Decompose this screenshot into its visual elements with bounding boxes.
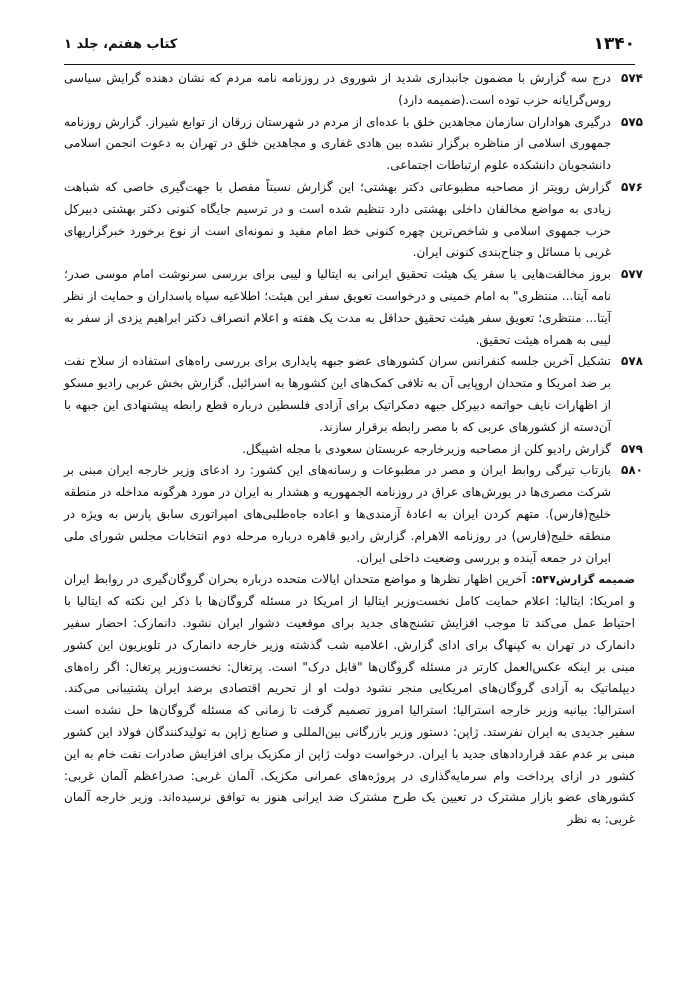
entry-text: گزارش رویتر از مصاحبه مطبوعاتی دکتر بهشتی؛ این گزارش نسبتاً مفصل با جهت‌گیری خاصی که شباهت زیادی به مواضع مخالفان داخلی بهشتی دارد تنظیم شده است و در ترسیم جایگاه کنونی دکتر بهشتی دبیرکل حزب جمهوی اسلامی و شاخص‌ترین چهره کنونی خط امام مفید و نمونه‌ای است از نوع برخورد خبرگزاریهای غربی با مسائل و جناح‌بندی کنونی ایران. xyxy=(64,179,611,260)
entry-number: ۵۷۵ xyxy=(621,114,643,129)
entry-text: گزارش رادیو کلن از مصاحبه وزیرخارجه عربستان سعودی با مجله اشپیگل. xyxy=(242,441,611,456)
appendix-section xyxy=(64,569,635,831)
appendix-paragraph xyxy=(64,569,635,831)
entry-text: درج سه گزارش با مضمون جانبداری شدید از شوروی در روزنامه نامه مردم که نشان دهنده گرایش سیاسی روس‌گرایانه حزب توده است.(ضمیمه دارد) xyxy=(64,71,611,107)
entry-number: ۵۸۰ xyxy=(621,463,643,478)
entry-578 xyxy=(64,351,643,438)
entry-number: ۵۷۸ xyxy=(621,354,643,369)
entry-number: ۵۷۹ xyxy=(621,441,643,456)
entry-577 xyxy=(64,264,643,351)
entry-number: ۵۷۴ xyxy=(621,71,643,85)
entry-text: درگیری هواداران سازمان مجاهدین خلق با عده‌ای از مردم در شهرستان زرقان از توابع شیراز. گزارش روزنامه جمهوری اسلامی از مناظره برگزار نشده بین هادی غفاری و مجاهدین خلق در تهران به دعوت انجمن اسلامی دانشجویان دانشکده علوم ارتباطات اجتماعی. xyxy=(64,114,611,173)
page-body xyxy=(64,68,643,982)
appendix-label: ضمیمه گزارش۵۴۷: xyxy=(531,573,636,587)
entry-text: بروز مخالفت‌هایی با سفر یک هیئت تحقیق ایرانی به ایتالیا و لیبی برای بررسی سرنوشت امام موسی صدر؛ نامه آیتا... منتظری" به امام خمینی و درخواست تعویق سفر این هیئت؛ اطلاعیه سپاه پاسداران و حمایت از نظر آیتا... منتظری؛ تعویق سفر هیئت تحقیق حداقل به مدت یک هفته و اعلام انصراف دکتر ابراهیم یزدی از سفر به لیبی به همراه هیئت تحقیق. xyxy=(64,267,611,347)
entry-text: تشکیل آخرین جلسه کنفرانس سران کشورهای عضو جبهه پایداری برای بررسی راه‌های استفاده از سلاح نفت بر ضد امریکا و متحدان اروپایی آن به تلافی کمک‌های این کشورها به اسرائیل. گزارش بخش عربی رادیو مسکو از اظهارات نایف حواتمه دبیرکل جبهه دمکراتیک برای آزادی فلسطین درباره قطع رابطه پیشنهادی این جبهه با آن‌دسته از کشورهای عربی که با مصر رابطه برقرار سازند. xyxy=(64,354,611,434)
appendix-text: آخرین اظهار نظرها و مواضع متحدان ایالات متحده درباره بحران گروگان‌گیری در روابط ایران و امریکا: ایتالیا: اعلام حمایت کامل نخست‌وزیر ایتالیا از امریکا در مسئله گروگان‌ها با ذکر این نکته که ایتالیا با احتیاط عمل می‌کند تا موجب افزایش تشنج‌های جدید برای موقعیت دشوار ایران نشود. دانمارک: احضار سفیر دانمارک در تهران به کپنهاگ برای ادای گزارش. اعلامیه شب گذشته وزیر خارجه دانمارک در تلویزیون این کشور مبنی بر اینکه عکس‌العمل کارتر در مسئله گروگان‌ها "قابل درک" است. پرتغال: نخست‌وزیر پرتغال: اگر راه‌های دیپلماتیک به آزادی گروگان‌های امریکایی منجر نشود دولت او از تحریم اقتصادی برضد ایران پشتیبانی می‌کند. استرالیا: بیانیه وزیر خارجه استرالیا: استرالیا امروز تصمیم گرفت تا زمانی که مسئله گروگان‌ها حل نشده است سفیر جدیدی به ایران نفرستد. ژاپن: دستور وزیر بازرگانی بین‌المللی و صنایع ژاپن به تولیدکنندگان فولاد این کشور مبنی بر عدم عقد قراردادهای جدید با ایران. درخواست دولت ژاپن از مکزیک برای افزایش صادرات نفت خام به این کشور در ازای پرداخت وام سرمایه‌گذاری در پروژه‌های عمرانی مکزیک. آلمان غربی: صدراعظم آلمان غربی: کشورهای عضو بازار مشترک در تعیین یک طرح مشترک ضد ایرانی هنوز به توافق نرسیده‌اند. وزیر خارجه آلمان غربی: به نظر xyxy=(64,572,635,827)
entry-576 xyxy=(64,177,643,264)
entry-text: بازتاب تیرگی روابط ایران و مصر در مطبوعات و رسانه‌های این کشور: رد ادعای وزیر خارجه ایران مبنی بر شرکت مصری‌ها در یورش‌های عراق در روزنامه الجمهوریه و هشدار به ایران در مورد هرگونه مداخله در منطقه خلیج(فارس). متهم کردن ایران به اعادهٔ آزمندی‌ها و اعاده جاه‌طلبی‌های امپراتوری سابق پارس به ویژه در منطقه خلیج(فارس) در روزنامه الاهرام. گزارش رادیو قاهره درباره مرحله دوم انتخابات مجلس شورای ملی ایران در جمعه آینده و بررسی وضعیت داخلی ایران. xyxy=(64,463,611,565)
entry-number: ۵۷۶ xyxy=(621,179,643,194)
entry-574 xyxy=(64,68,643,112)
entry-580 xyxy=(64,460,643,569)
running-title: کتاب هفتم، جلد ۱ xyxy=(64,37,178,52)
entry-579 xyxy=(64,439,643,461)
page-number: ۱۳۴۰ xyxy=(593,34,635,54)
page-header xyxy=(64,24,635,65)
entry-number: ۵۷۷ xyxy=(621,267,643,282)
entry-575 xyxy=(64,112,643,177)
